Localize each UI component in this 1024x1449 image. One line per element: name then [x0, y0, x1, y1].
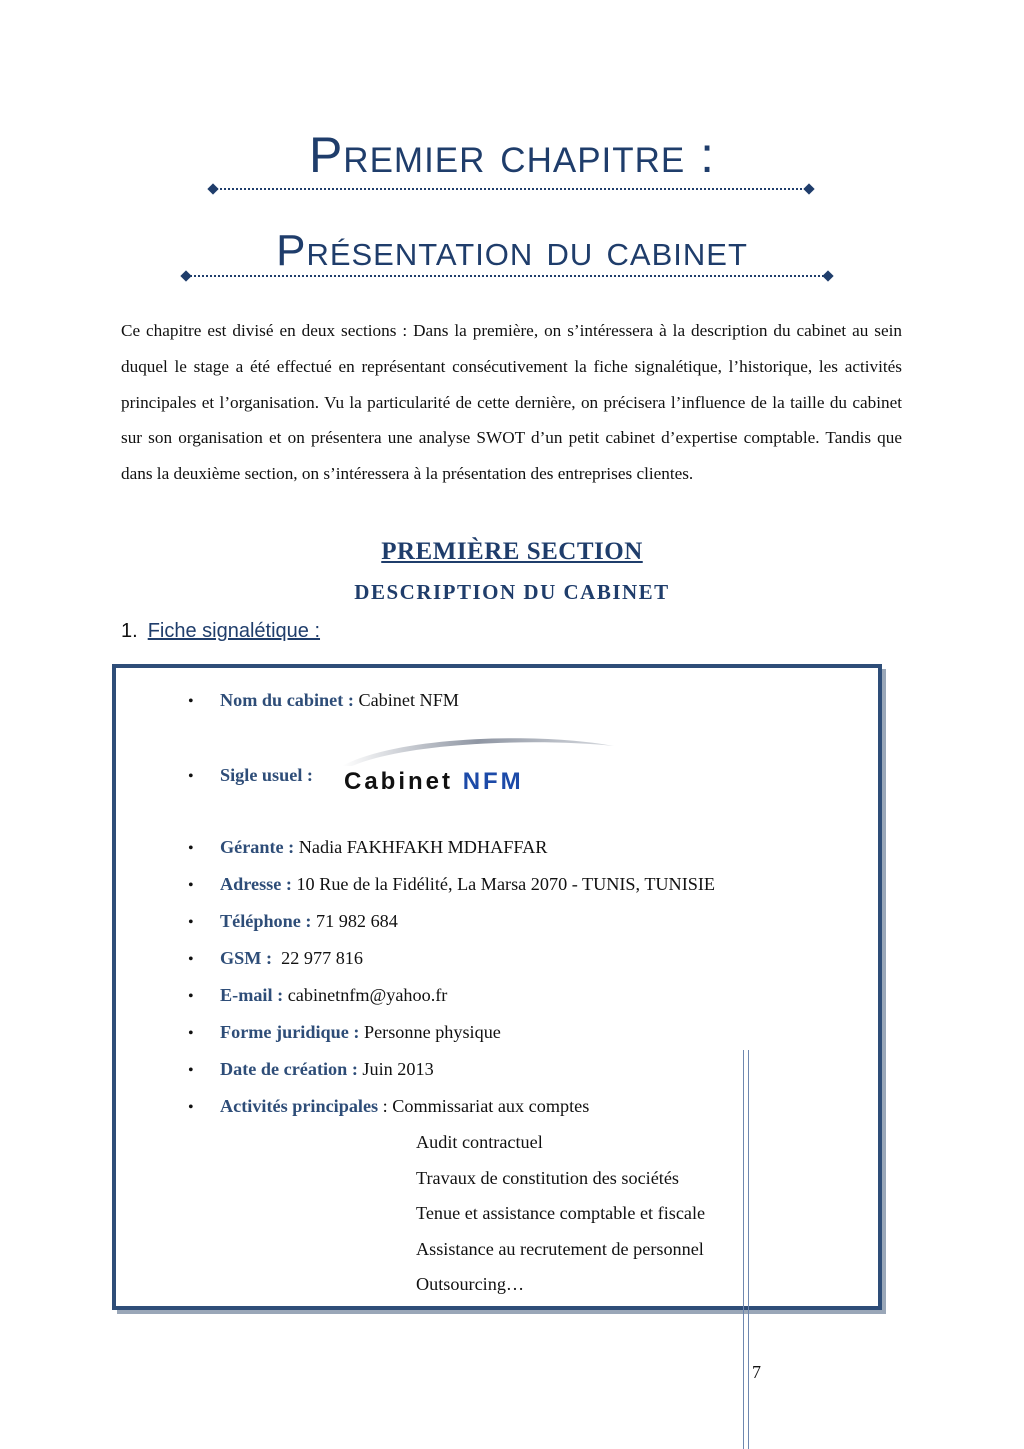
activite-item: Outsourcing…	[416, 1274, 525, 1294]
date-label: Date de création :	[220, 1059, 358, 1079]
bullet-icon: •	[188, 951, 194, 968]
fiche-sigle	[188, 764, 313, 788]
fiche-date	[188, 1058, 434, 1082]
logo-text	[344, 768, 524, 796]
logo-word-nfm: NFM	[462, 768, 524, 795]
adresse-value: 10 Rue de la Fidélité, La Marsa 2070 - TUNIS, TUNISIE	[291, 874, 716, 894]
gerante-value: Nadia FAKHFAKH MDHAFFAR	[294, 837, 548, 857]
logo-word-cabinet: Cabinet	[344, 768, 454, 795]
bullet-icon: •	[188, 877, 194, 894]
bullet-icon: •	[188, 914, 194, 931]
email-value: cabinetnfm@yahoo.fr	[283, 985, 448, 1005]
fiche-email	[188, 984, 447, 1008]
telephone-value: 71 982 684	[311, 911, 398, 931]
activites-first: Commissariat aux comptes	[392, 1096, 590, 1116]
activites-label: Activités principales	[220, 1096, 379, 1116]
adresse-label: Adresse :	[220, 874, 292, 894]
activite-item: Travaux de constitution des sociétés	[416, 1168, 680, 1188]
email-label: E-mail :	[220, 985, 284, 1005]
activites-sep: :	[378, 1096, 393, 1116]
fiche-nom	[188, 689, 459, 713]
chapter-title: Premier chapitre :	[308, 127, 716, 183]
heading-number: 1.	[121, 620, 138, 642]
fiche-activites	[188, 1095, 589, 1119]
fiche-gsm	[188, 947, 363, 971]
bullet-icon: •	[188, 1025, 194, 1042]
telephone-label: Téléphone :	[220, 911, 312, 931]
fiche-telephone	[188, 910, 398, 934]
bullet-icon: •	[188, 988, 194, 1005]
cabinet-nfm-logo	[330, 732, 610, 800]
bullet-icon: •	[188, 840, 194, 857]
gsm-label: GSM :	[220, 948, 273, 968]
chapter-title-underline	[213, 188, 809, 190]
sigle-label: Sigle usuel :	[220, 765, 313, 785]
fiche-gerante	[188, 836, 547, 860]
activite-item: Assistance au recrutement de personnel	[416, 1239, 704, 1259]
activite-item: Tenue et assistance comptable et fiscale	[416, 1203, 706, 1223]
section-title: PREMIÈRE SECTION	[381, 538, 643, 565]
bullet-icon: •	[188, 1099, 194, 1116]
nom-value: Cabinet NFM	[353, 690, 459, 710]
page-number-bar	[743, 1050, 749, 1449]
fiche-heading	[121, 620, 320, 643]
logo-swoosh-icon	[338, 732, 618, 768]
section-subtitle: DESCRIPTION DU CABINET	[354, 580, 670, 604]
heading-text: Fiche signalétique :	[147, 620, 321, 642]
page-number: 7	[752, 1362, 761, 1382]
gerante-label: Gérante :	[220, 837, 295, 857]
bullet-icon: •	[188, 1062, 194, 1079]
chapter-subtitle: Présentation du cabinet	[276, 226, 748, 275]
forme-value: Personne physique	[359, 1022, 501, 1042]
gsm-value: 22 977 816	[272, 948, 363, 968]
nom-label: Nom du cabinet :	[220, 690, 354, 710]
fiche-adresse	[188, 873, 715, 897]
date-value: Juin 2013	[357, 1059, 434, 1079]
fiche-forme	[188, 1021, 501, 1045]
bullet-icon: •	[188, 768, 194, 785]
intro-paragraph: Ce chapitre est divisé en deux sections : Dans la première, on s’intéressera à la description du cabinet au sein duquel le stage a été effectué en représentant consécutivement la fiche signalétique, l’historique, les activités principales et l’organisation. Vu la particularité de cette dernière, on précisera l’influence de la taille du cabinet sur son organisation et on présentera une analyse SWOT d’un petit cabinet d’expertise comptable. Tandis que dans la deuxième section, on s’intéressera à la présentation des entreprises clientes.	[121, 321, 902, 484]
forme-label: Forme juridique :	[220, 1022, 360, 1042]
bullet-icon: •	[188, 693, 194, 710]
activite-item: Audit contractuel	[416, 1132, 543, 1152]
chapter-subtitle-underline	[186, 275, 828, 277]
